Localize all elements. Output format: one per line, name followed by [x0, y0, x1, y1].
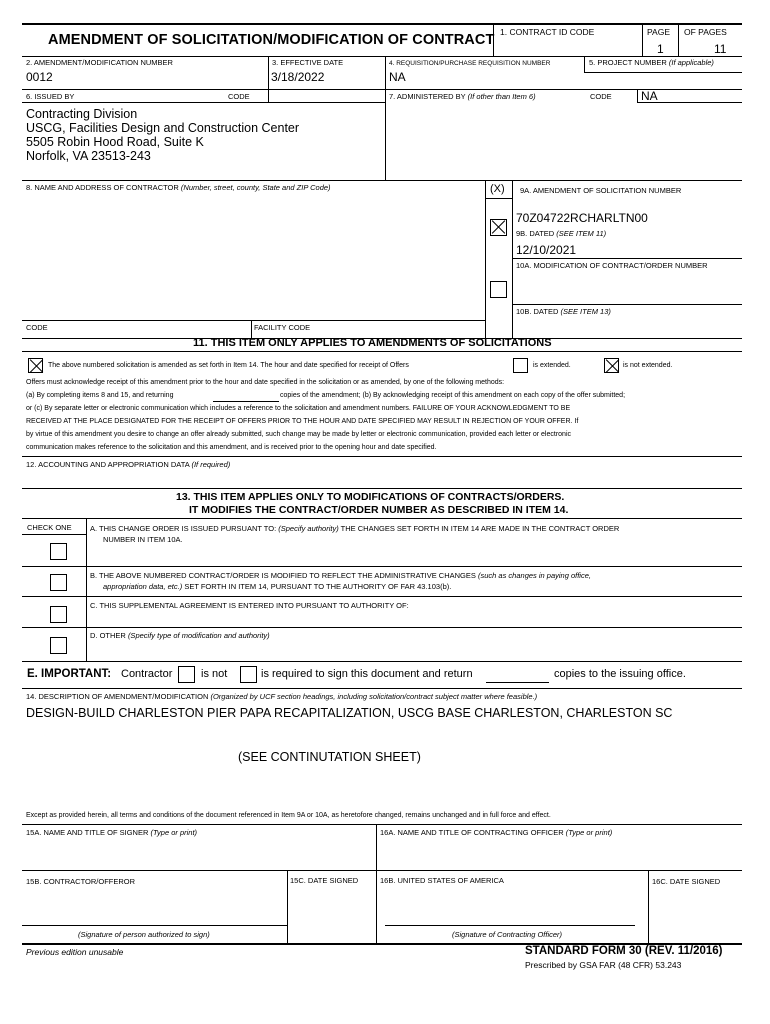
is-not-checkbox[interactable]: [178, 666, 195, 683]
total-pages: 11: [714, 42, 727, 56]
item11-line1: The above numbered solicitation is amended as set forth in Item 14. The hour and date specified for receipt of Offers: [48, 362, 409, 369]
amendment-number-value: 0012: [26, 70, 53, 84]
description-line-1: DESIGN-BUILD CHARLESTON PIER PAPA RECAPITALIZATION, USCG BASE CHARLESTON, CHARLESTON SC: [26, 706, 673, 720]
previous-edition-note: Previous edition unusable: [26, 947, 124, 957]
option-a-line1: A. THIS CHANGE ORDER IS ISSUED PURSUANT TO: (Specify authority) THE CHANGES SET FORTH IN ITEM 14 ARE MADE IN THE CONTRACT ORDER: [90, 524, 620, 533]
option-d-label: D. OTHER (Specify type of modification and authority): [90, 631, 270, 640]
option-c-checkbox[interactable]: [50, 606, 67, 623]
item11-line7: communication makes reference to the solicitation and this amendment, and is received prior to the opening hour and date specified.: [26, 444, 437, 451]
not-extended-label: is not extended.: [623, 362, 673, 369]
item11-line3b: copies of the amendment; (b) By acknowledging receipt of this amendment on each copy of the offer submitted;: [280, 392, 626, 399]
item11-title: 11. THIS ITEM ONLY APPLIES TO AMENDMENTS OF SOLICITATIONS: [193, 337, 552, 349]
except-text: Except as provided herein, all terms and conditions of the document referenced in Item 9A or 10A, as heretofore changed, remains unchanged and in full force and effect.: [26, 812, 551, 819]
item11-line5: RECEIVED AT THE PLACE DESIGNATED FOR THE RECEIPT OF OFFERS PRIOR TO THE HOUR AND DATE SPECIFIED MAY RESULT IN REJECTION OF YOUR OFFER. If: [26, 418, 579, 425]
requisition-value: NA: [389, 70, 406, 84]
form-title: AMENDMENT OF SOLICITATION/MODIFICATION OF CONTRACT: [48, 32, 495, 48]
issued-line-1: Contracting Division: [26, 107, 138, 121]
option-d-checkbox[interactable]: [50, 637, 67, 654]
accounting-label: 12. ACCOUNTING AND APPROPRIATION DATA (If required): [26, 460, 231, 469]
modification-number-label: 10A. MODIFICATION OF CONTRACT/ORDER NUMBER: [516, 261, 708, 270]
option-a-checkbox[interactable]: [50, 543, 67, 560]
page-number: 1: [657, 42, 664, 56]
dated-9b-label: 9B. DATED (SEE ITEM 11): [516, 229, 607, 238]
item13-title-2: IT MODIFIES THE CONTRACT/ORDER NUMBER AS DESCRIBED IN ITEM 14.: [189, 504, 569, 516]
description-label: 14. DESCRIPTION OF AMENDMENT/MODIFICATION (Organized by UCF section headings, including solicitation/contract subject matter where feasible.): [26, 692, 538, 701]
page-label: PAGE: [647, 27, 670, 37]
solicitation-number-value: 70Z04722RCHARLTN00: [516, 211, 648, 225]
item13-title-1: 13. THIS ITEM APPLIES ONLY TO MODIFICATIONS OF CONTRACTS/ORDERS.: [176, 491, 565, 503]
option-b-line2: appropriation data, etc.) SET FORTH IN ITEM 14, PURSUANT TO THE AUTHORITY OF FAR 43.103(b).: [103, 582, 452, 591]
top-border: [22, 23, 742, 25]
option-c-label: C. THIS SUPPLEMENTAL AGREEMENT IS ENTERED INTO PURSUANT TO AUTHORITY OF:: [90, 601, 409, 610]
of-pages-label: OF PAGES: [684, 27, 727, 37]
officer-signature-line[interactable]: [385, 925, 635, 926]
item11-line6: by virtue of this amendment you desire to change an offer already submitted, such change may be made by letter or electronic communication, provided each letter or electronic: [26, 431, 571, 438]
is-required-label: is required to sign this document and return: [261, 668, 473, 680]
issued-line-2: USCG, Facilities Design and Construction Center: [26, 121, 300, 135]
item11-line4: or (c) By separate letter or electronic communication which includes a reference to the solicitation and amendment numbers. FAILURE OF YOUR ACKNOWLEDGMENT TO BE: [26, 405, 571, 412]
issued-by-label: 6. ISSUED BY: [26, 92, 75, 101]
description-line-2: (SEE CONTINUTATION SHEET): [238, 750, 421, 764]
administered-code-label: CODE: [590, 92, 612, 101]
project-number-label: 5. PROJECT NUMBER (If applicable): [589, 58, 714, 67]
solicitation-number-label: 9A. AMENDMENT OF SOLICITATION NUMBER: [520, 186, 682, 195]
signer-name-label: 15A. NAME AND TITLE OF SIGNER (Type or print): [26, 828, 198, 837]
contractor-signature-line[interactable]: [22, 925, 287, 926]
administered-code-value: NA: [641, 89, 658, 103]
administered-by-label: 7. ADMINISTERED BY (If other than Item 6): [389, 92, 536, 101]
option-a-line2: NUMBER IN ITEM 10A.: [103, 535, 183, 544]
effective-date-label: 3. EFFECTIVE DATE: [272, 58, 344, 67]
solicitation-amended-checkbox[interactable]: [28, 358, 43, 373]
is-not-label: is not: [201, 668, 228, 680]
requisition-label: 4. REQUISITION/PURCHASE REQUISITION NUMBER: [389, 60, 551, 67]
item11-line3a: (a) By completing items 8 and 15, and returning: [26, 392, 174, 399]
prescribed-by: Prescribed by GSA FAR (48 CFR) 53.243: [525, 960, 682, 970]
modification-checkbox[interactable]: [490, 281, 507, 298]
dated-9b-value: 12/10/2021: [516, 243, 577, 257]
officer-date-label: 16C. DATE SIGNED: [652, 877, 721, 886]
option-b-checkbox[interactable]: [50, 574, 67, 591]
copies-blank[interactable]: [213, 401, 279, 402]
extended-checkbox[interactable]: [513, 358, 528, 373]
issued-line-3: 5505 Robin Hood Road, Suite K: [26, 135, 204, 149]
extended-label: is extended.: [533, 362, 571, 369]
item11-line2: Offers must acknowledge receipt of this amendment prior to the hour and date specified in the solicitation or as amended, by one of the following methods:: [26, 379, 505, 386]
option-b-line1: B. THE ABOVE NUMBERED CONTRACT/ORDER IS MODIFIED TO REFLECT THE ADMINISTRATIVE CHANGES (such as changes in paying office,: [90, 571, 591, 580]
issued-line-4: Norfolk, VA 23513-243: [26, 149, 151, 163]
not-extended-checkbox[interactable]: [604, 358, 619, 373]
check-one-label: CHECK ONE: [27, 523, 72, 532]
officer-signature-caption: (Signature of Contracting Officer): [452, 930, 563, 939]
officer-name-label: 16A. NAME AND TITLE OF CONTRACTING OFFICER (Type or print): [380, 828, 613, 837]
copies-count-blank[interactable]: [486, 682, 549, 683]
x-column-label: (X): [490, 183, 505, 195]
contractor-date-label: 15C. DATE SIGNED: [290, 876, 359, 885]
form-name: STANDARD FORM 30 (REV. 11/2016): [525, 945, 723, 957]
dated-10b-label: 10B. DATED (SEE ITEM 13): [516, 307, 611, 316]
contractor-signature-caption: (Signature of person authorized to sign): [78, 930, 210, 939]
important-label: E. IMPORTANT:: [27, 668, 112, 680]
is-required-checkbox[interactable]: [240, 666, 257, 683]
contractor-label: 8. NAME AND ADDRESS OF CONTRACTOR (Number, street, county, State and ZIP Code): [26, 183, 331, 192]
contract-id-label: 1. CONTRACT ID CODE: [500, 27, 595, 37]
contractor-offeror-label: 15B. CONTRACTOR/OFFEROR: [26, 877, 136, 886]
contractor-code-label: CODE: [26, 323, 48, 332]
united-states-label: 16B. UNITED STATES OF AMERICA: [380, 876, 504, 885]
issued-code-label: CODE: [228, 92, 250, 101]
facility-code-label: FACILITY CODE: [254, 323, 311, 332]
amendment-checkbox[interactable]: [490, 219, 507, 236]
important-contractor: Contractor: [121, 668, 173, 680]
amendment-number-label: 2. AMENDMENT/MODIFICATION NUMBER: [26, 58, 173, 67]
effective-date-value: 3/18/2022: [271, 70, 325, 84]
copies-label: copies to the issuing office.: [554, 668, 686, 680]
